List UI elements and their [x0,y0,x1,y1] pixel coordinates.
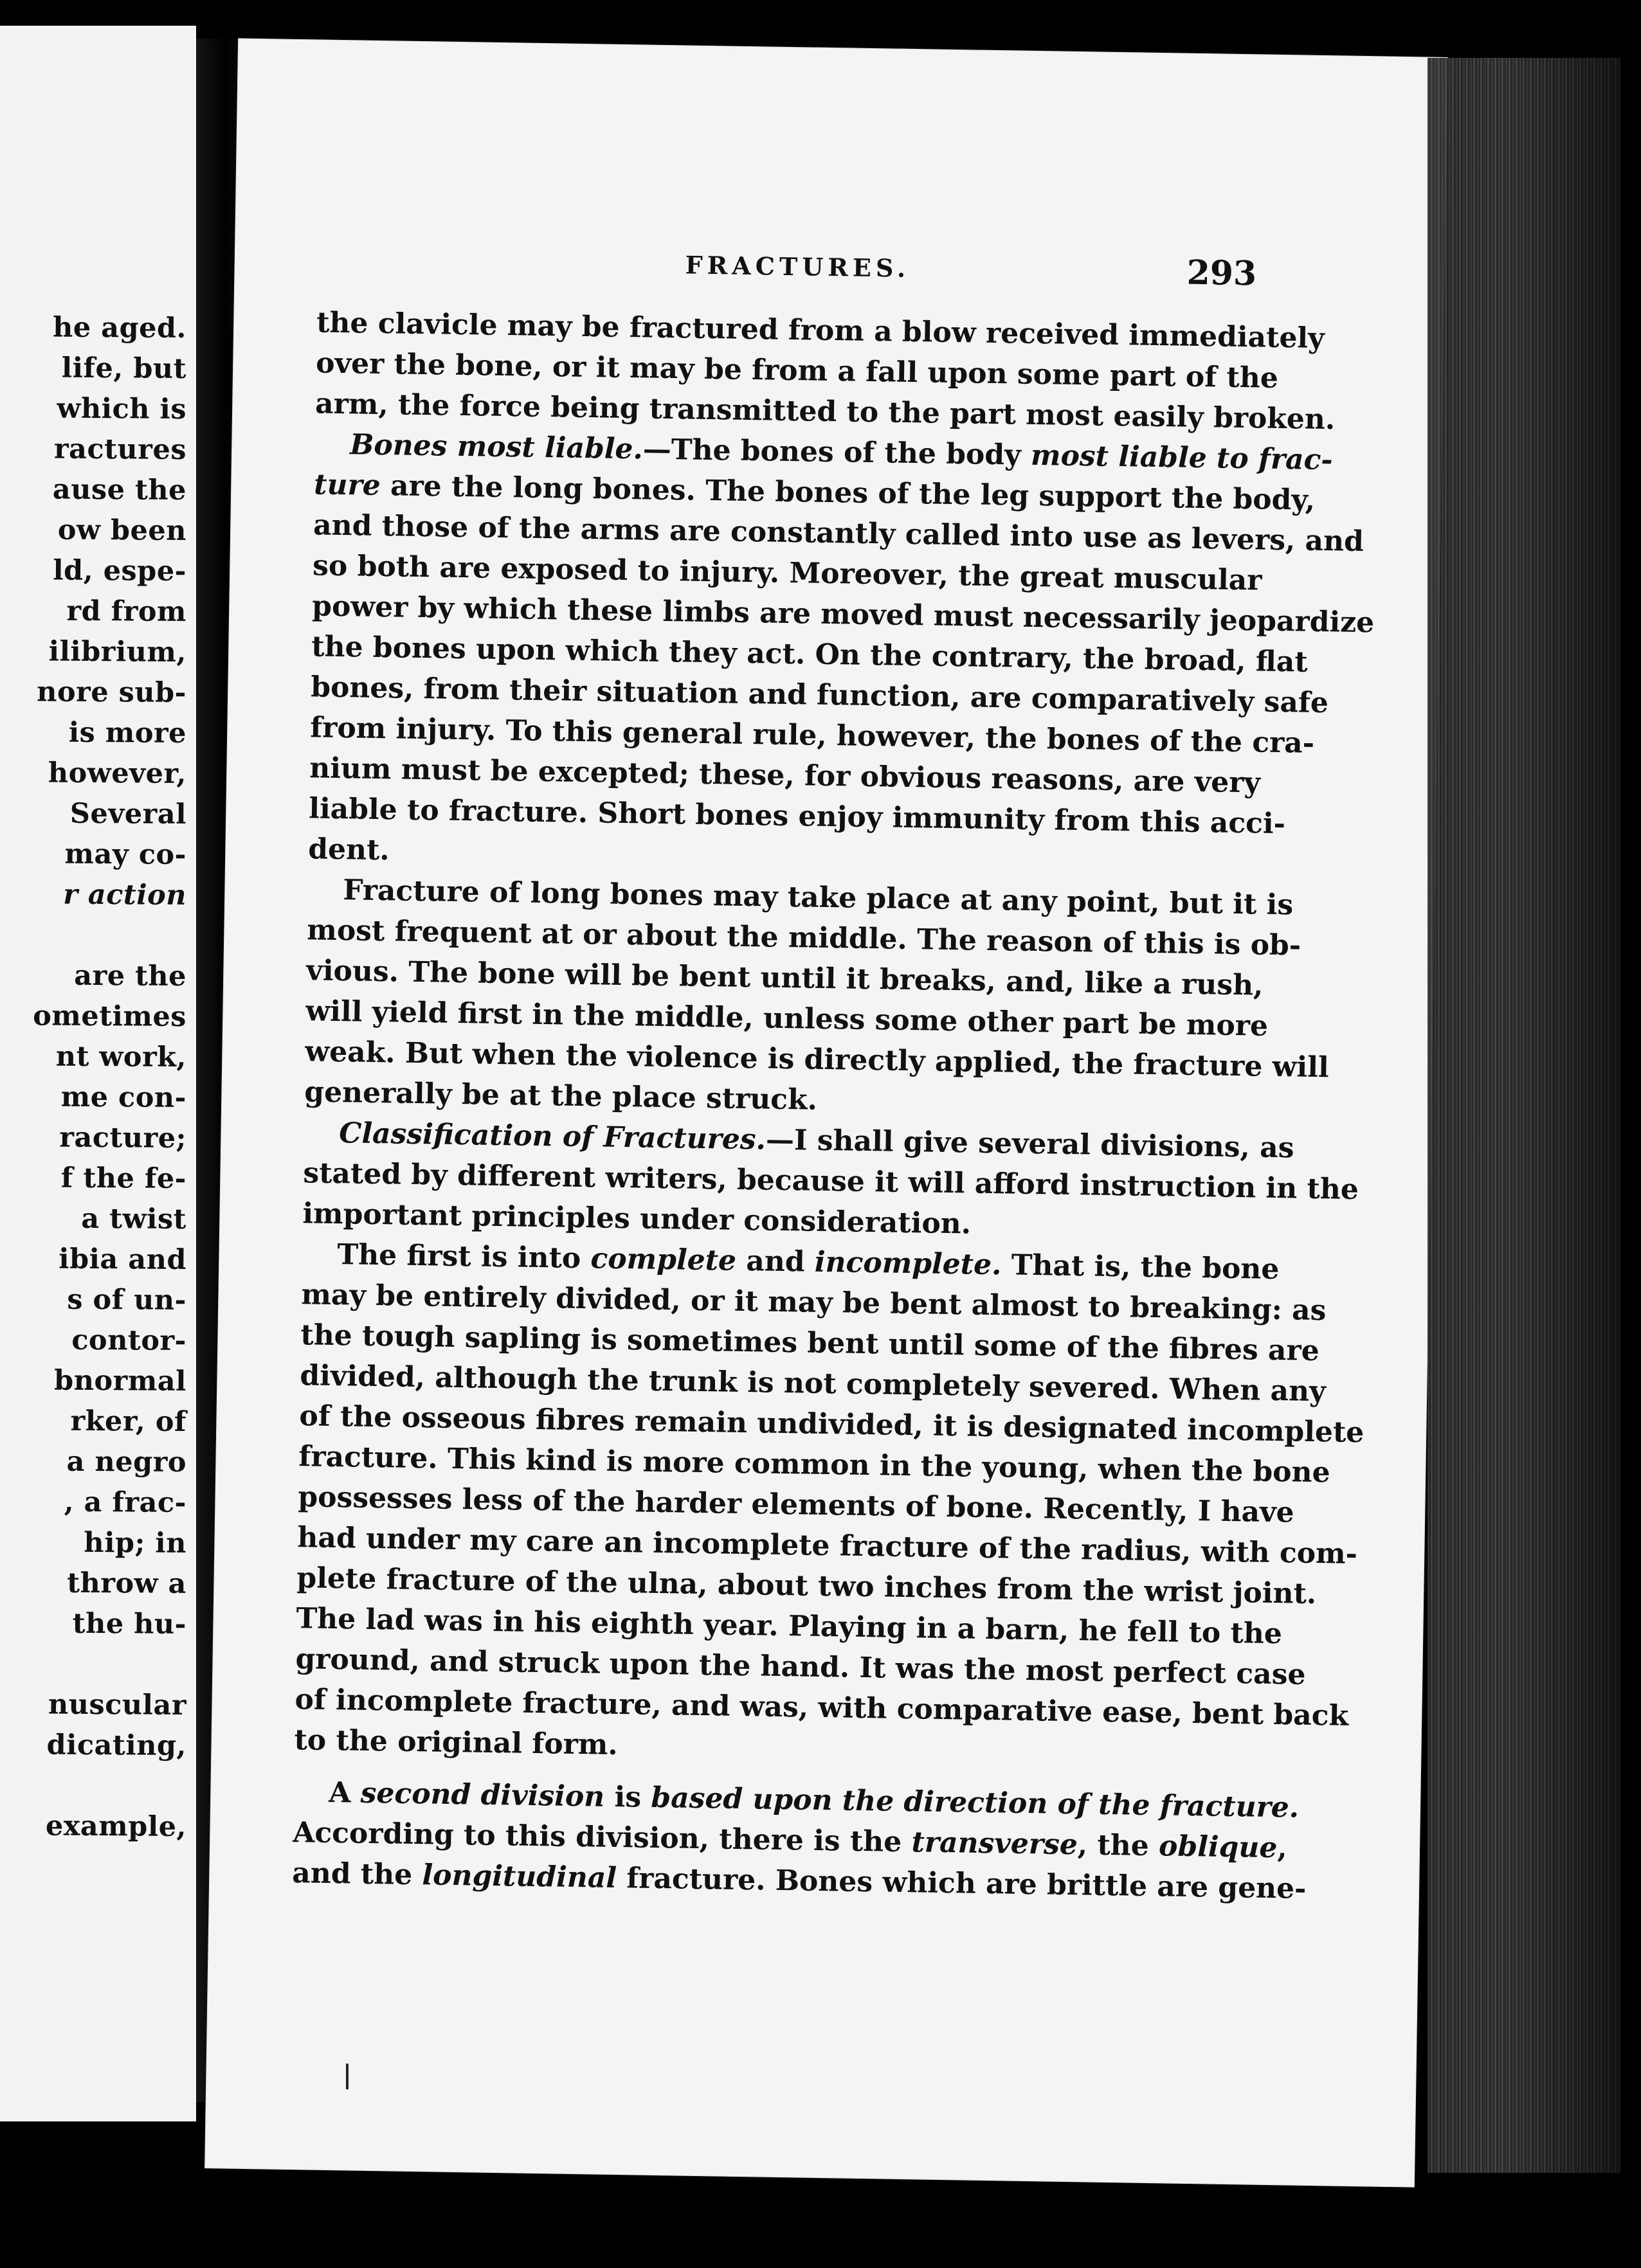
text-run: ground, and struck upon the hand. It was the most perfect case [295,1643,1306,1691]
left-page-line: may co- [64,838,187,871]
left-page-line: bnormal [53,1364,187,1398]
left-page-line: s of un- [67,1283,187,1317]
left-page-line: r action [63,878,187,912]
text-run: of the osseous fibres remain undivided, it is designated incomplete [299,1400,1364,1450]
italic-run: Bones most liable. [349,428,644,466]
text-run: the clavicle may be fractured from a blow received immediately [316,306,1325,356]
left-page-line: contor- [71,1324,187,1357]
left-page-line: however, [48,757,187,790]
text-run: power by which these limbs are moved must necessarily jeopardize [311,590,1375,640]
text-run: , the [1077,1828,1159,1863]
italic-run: transverse [911,1826,1078,1862]
left-page-line: racture; [59,1121,187,1155]
text-run: fracture. Bones which are brittle are gene- [616,1862,1307,1905]
left-page-line: nt work, [55,1040,187,1074]
left-page-line: f the fe- [60,1162,187,1195]
italic-run: incomplete. [814,1245,1002,1282]
left-page-line: nore sub- [37,676,187,709]
text-run: is [604,1780,651,1814]
text-run: possesses less of the harder elements of bone. Recently, I have [298,1480,1295,1529]
left-page-line: nuscular [48,1688,187,1722]
text-run: and those of the arms are constantly called into use as levers, and [313,509,1364,559]
text-run: That is, the bone [1001,1248,1280,1286]
text-run: over the bone, or it may be from a fall upon some part of the [315,346,1279,395]
text-run: the tough sapling is sometimes bent until some of the fibres are [300,1318,1320,1368]
text-run: weak. But when the violence is directly applied, the fracture will [304,1035,1330,1084]
left-page-line: ilibrium, [48,635,187,669]
page-number: 293 [1186,253,1257,294]
left-page-line [0,1644,186,1686]
italic-run: longitudinal [422,1859,617,1895]
left-page-line: me con- [60,1081,187,1114]
text-run: are the long bones. The bones of the leg support the body, [380,469,1316,517]
running-title: FRACTURES. [685,250,911,283]
text-run: plete fracture of the ulna, about two inches from the wrist joint. [296,1562,1317,1611]
left-page-line: dicating, [46,1729,187,1762]
left-page-line: are the [74,959,187,993]
left-page-line: Several [69,797,187,831]
left-page-line: throw a [67,1567,187,1600]
left-page-line: which is [57,392,187,426]
italic-run: Classification of Fractures. [339,1117,766,1156]
text-run: of incomplete fracture, and was, with comparative ease, bent back [295,1683,1349,1733]
left-page-text [0,309,186,1848]
left-page-line: ometimes [33,1000,187,1033]
left-page-line: the hu- [72,1607,187,1641]
italic-run: oblique [1158,1830,1278,1865]
text-run: the bones upon which they act. On the contrary, the broad, flat [311,630,1309,679]
text-run: The lad was in his eighth year. Playing in a barn, he fell to the [296,1602,1283,1651]
left-page-line: rd from [66,595,187,628]
left-page-line: rker, of [70,1405,187,1438]
text-run: Fracture of long bones may take place at any point, but it is [342,874,1294,922]
text-run: vious. The bone will be bent until it breaks, and, like a rush, [305,954,1264,1002]
text-run: divided, although the trunk is not completely severed. When any [300,1359,1327,1408]
text-run: arm, the force being transmitted to the part most easily broken. [314,387,1336,437]
text-run: and [736,1244,815,1279]
left-page-line: a twist [81,1202,187,1236]
text-run: to the original form. [294,1724,619,1762]
italic-run: most liable to frac- [1030,438,1334,477]
text-run: —The bones of the body [642,433,1031,472]
left-facing-page [0,26,196,2121]
text-run: stated by different writers, because it will afford instruction in the [303,1156,1359,1207]
left-page-line: hip; in [84,1526,187,1560]
text-run: dent. [307,833,390,867]
left-page-line: , a frac- [64,1486,187,1519]
text-run: generally be at the place struck. [304,1076,818,1117]
left-page-line: ause the [52,473,187,507]
left-page-line: ow been [57,514,187,547]
italic-run: based upon the direction of the fracture. [651,1781,1300,1824]
body-text [291,302,1375,1907]
main-page [205,39,1447,2186]
text-run: will yield first in the middle, unless some other part be more [305,995,1269,1043]
left-page-line: ld, espe- [53,554,187,588]
text-run: nium must be excepted; these, for obvious reasons, are very [309,752,1261,800]
text-run: liable to fracture. Short bones enjoy immunity from this acci- [308,792,1286,841]
left-page-line: ibia and [59,1243,187,1276]
italic-run: ture [313,468,381,502]
left-page-line: life, but [61,352,187,385]
text-run: so both are exposed to injury. Moreover, the great muscular [312,549,1262,597]
text-run: most frequent at or about the middle. The reason of this is ob- [306,914,1301,962]
text-run: A [328,1776,361,1810]
left-page-line [0,1765,186,1807]
fore-edge-shade [1428,58,1620,2173]
left-page-line [0,915,186,957]
text-run: bones, from their situation and function, are comparatively safe [310,670,1329,720]
text-run: , [1276,1832,1288,1865]
italic-run: second division [360,1776,605,1814]
text-run: had under my care an incomplete fracture of the radius, with com- [297,1521,1358,1571]
scan-mark [346,2064,349,2089]
text-run: may be entirely divided, or it may be bent almost to breaking: as [301,1278,1327,1328]
text-run: —I shall give several divisions, as [765,1123,1294,1165]
left-page-line: example, [45,1810,187,1843]
left-page-line: ractures [53,433,187,466]
left-page-line: he aged. [52,311,187,345]
page-header [235,243,1444,307]
text-run: According to this division, there is the [292,1816,912,1859]
italic-run: complete [590,1242,737,1277]
text-run: important principles under consideration. [302,1197,972,1241]
text-run: from injury. To this general rule, however, the bones of the cra- [309,711,1315,760]
left-page-line: a negro [66,1445,187,1479]
left-page-line: is more [68,716,187,750]
text-run: fracture. This kind is more common in the young, when the bone [298,1440,1331,1490]
text-run: The first is into [337,1238,591,1275]
text-run: and the [291,1857,422,1892]
